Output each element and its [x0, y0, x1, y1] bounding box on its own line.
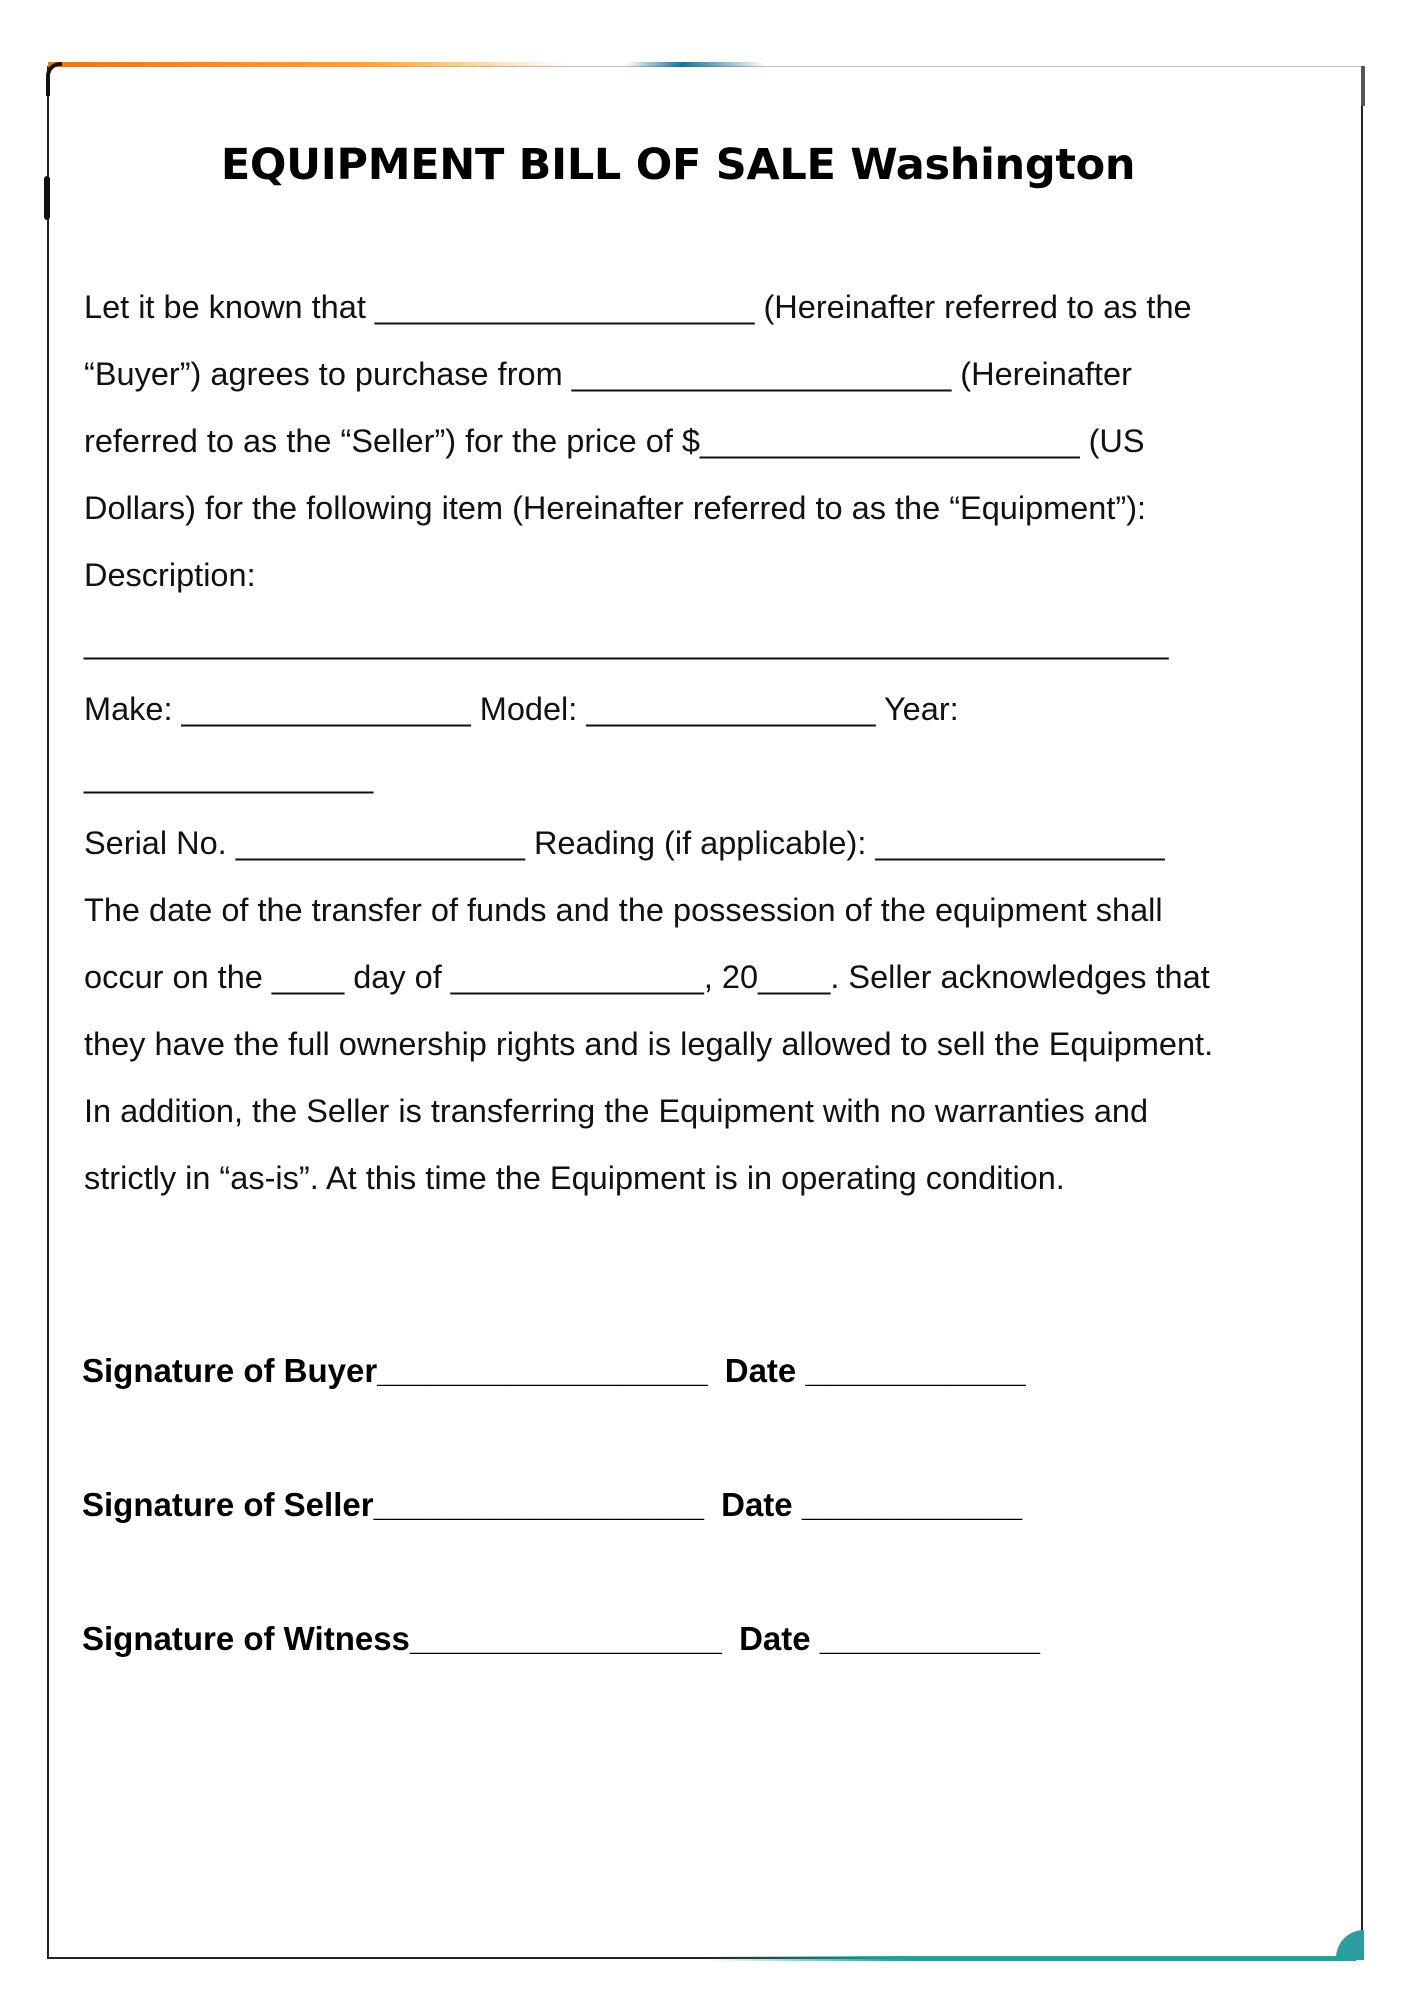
- buyer-signature-field[interactable]: Signature of Buyer__________________: [82, 1352, 708, 1389]
- seller-signature-field[interactable]: Signature of Seller__________________: [82, 1486, 704, 1523]
- decorative-teal-bar: [706, 1956, 1356, 1961]
- body-line: occur on the ____ day of ______________, 20____. Seller acknowledges that: [84, 959, 1210, 995]
- witness-date-field[interactable]: ____________: [819, 1620, 1041, 1657]
- witness-signature-row: [82, 1620, 1040, 1658]
- body-line: Let it be known that _____________________ (Hereinafter referred to as the: [84, 289, 1192, 325]
- buyer-date-field[interactable]: ____________: [805, 1352, 1026, 1389]
- document-title: EQUIPMENT BILL OF SALE Washington: [220, 140, 1136, 190]
- body-line: they have the full ownership rights and is legally allowed to sell the Equipment.: [84, 1026, 1214, 1062]
- make-model-year-line[interactable]: Make: ________________ Model: ________________ Year:: [84, 691, 959, 727]
- buyer-signature-row: [82, 1352, 1026, 1390]
- decorative-right-edge: [1361, 66, 1365, 106]
- body-line: strictly in “as-is”. At this time the Equipment is in operating condition.: [84, 1160, 1065, 1196]
- serial-reading-line[interactable]: Serial No. ________________ Reading (if applicable): ________________: [84, 825, 1165, 861]
- witness-signature-field[interactable]: Signature of Witness_________________: [82, 1620, 722, 1657]
- buyer-date-label: Date: [724, 1352, 797, 1389]
- year-blank-line[interactable]: ________________: [84, 758, 374, 794]
- body-line: referred to as the “Seller”) for the price of $_____________________ (US: [84, 423, 1145, 459]
- witness-date-label: Date: [739, 1620, 811, 1657]
- body-line: “Buyer”) agrees to purchase from _____________________ (Hereinafter: [84, 356, 1132, 392]
- decorative-corner-top-left: [46, 62, 62, 96]
- seller-date-field[interactable]: ____________: [801, 1486, 1023, 1523]
- decorative-blue-bar: [626, 62, 766, 67]
- body-text: [84, 274, 1344, 1212]
- body-line: Dollars) for the following item (Hereinafter referred to as the “Equipment”):: [84, 490, 1147, 526]
- body-line: The date of the transfer of funds and the possession of the equipment shall: [84, 892, 1163, 928]
- description-label: Description:: [84, 557, 256, 593]
- decorative-orange-bar: [48, 62, 568, 67]
- seller-signature-row: [82, 1486, 1022, 1524]
- seller-date-label: Date: [721, 1486, 793, 1523]
- description-blank-line[interactable]: ____________________________________________________________: [84, 624, 1169, 660]
- body-line: In addition, the Seller is transferring the Equipment with no warranties and: [84, 1093, 1149, 1129]
